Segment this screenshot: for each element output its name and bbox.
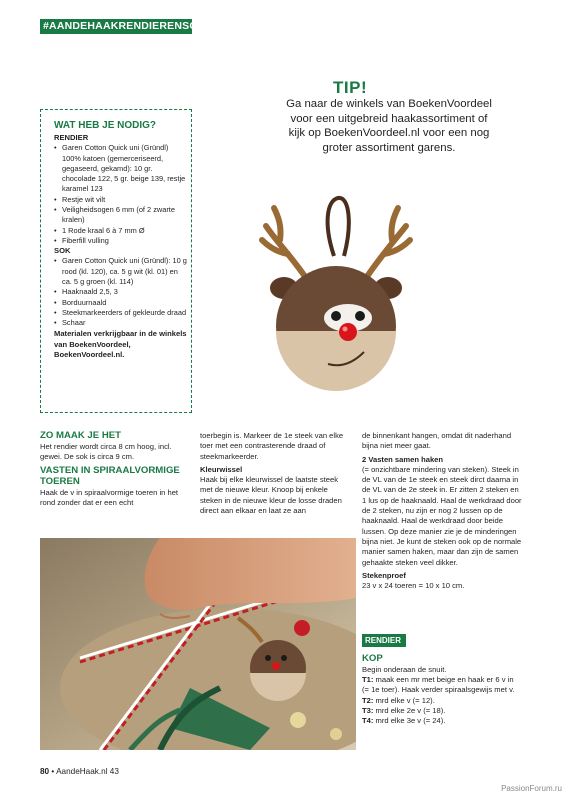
section-heading: KOP [362, 653, 383, 664]
instructions-column-1 [40, 431, 192, 512]
body-text: toerbegin is. Markeer de 1e steek van elke toer met een contrasterende draad of steekmarkeerder. [200, 431, 344, 461]
rendier-section-badge: RENDIER [362, 634, 406, 647]
list-item: • Schaar [54, 318, 188, 328]
body-text: Begin onderaan de snuit. [362, 664, 447, 674]
instructions-column-3 [362, 431, 522, 594]
round-text: maak een mr met beige en haak er 6 v in (= 1e toer). Haak verder spiraalsgewijs met v. [362, 675, 515, 695]
list-item: • Fiberfill vulling [54, 236, 188, 246]
body-text: Haak de v in spiraalvormige toeren in het rond zonder dat er een echt [40, 487, 179, 508]
reindeer-ornament-image [256, 186, 416, 416]
list-item: • Borduurnaald [54, 298, 188, 308]
body-text: 23 v x 24 toeren = 10 x 10 cm. [362, 581, 465, 591]
body-text: de binnenkant hangen, omdat dit naderhand bijna niet meer gaat. [362, 431, 512, 451]
watermark: PassionForum.ru [501, 784, 562, 793]
round-text: mrd elke 2e v (= 18). [375, 705, 446, 715]
list-item: • Garen Cotton Quick uni (Gründl) 100% katoen (gemerceriseerd, gegaseerd, gekamd): 10 gr. chocolade 122, 5 gr. beige 139, restje karamel 123 [54, 143, 188, 194]
tip-title: TIP! [333, 78, 368, 97]
section-heading: VASTEN IN SPIRAALVORMIGE TOEREN [40, 465, 180, 488]
round-label: T2: [362, 695, 374, 705]
subheading: Kleurwissel [200, 464, 243, 474]
rendier-materials-list [54, 143, 188, 246]
rendier-label: RENDIER [54, 133, 89, 142]
materials-box [40, 109, 192, 413]
list-item: • Restje wit vilt [54, 195, 188, 205]
kop-section [362, 654, 522, 727]
footer-bullet: • [51, 767, 55, 776]
hashtag-banner: #AANDEHAAKRENDIERENSOKJE [40, 19, 192, 34]
round-text: mrd elke v (= 12). [375, 695, 435, 705]
round-instruction [362, 706, 522, 716]
tip-line: voor een uitgebreid haakassortiment of [290, 112, 488, 125]
round-label: T3: [362, 705, 374, 715]
instructions-column-2 [200, 431, 352, 519]
list-item: • Haaknaald 2,5, 3 [54, 287, 188, 297]
body-text: Haak bij elke kleurwissel de laatste steek met de nieuwe kleur. Knoop bij enkele steken in de nieuwe kleur de losse draden direct aan elkaar en laat ze aan [200, 475, 342, 516]
round-instruction [362, 675, 522, 696]
body-text: Het rendier wordt circa 8 cm hoog, incl. gewei. De sok is circa 9 cm. [40, 441, 172, 462]
page-footer [40, 767, 119, 776]
round-label: T1: [362, 675, 374, 685]
materials-title: WAT HEB JE NODIG? [54, 120, 157, 131]
list-item: • Veiligheidsogen 6 mm (of 2 zwarte kralen) [54, 205, 188, 226]
round-text: mrd elke 3e v (= 24). [375, 716, 446, 726]
list-item: • 1 Rode kraal 6 à 7 mm Ø [54, 226, 188, 236]
list-item: • Steekmarkeerders of gekleurde draad [54, 308, 188, 318]
magazine-name: AandeHaak.nl 43 [56, 767, 119, 776]
list-item: • Garen Cotton Quick uni (Gründl): 10 g rood (kl. 120), ca. 5 g wit (kl. 01) en ca. 5 g groen (kl. 114) [54, 256, 188, 287]
tip-text [244, 97, 534, 155]
sok-materials-list [54, 256, 188, 328]
gift-wrapping-photo [40, 538, 356, 750]
subheading: Stekenproef [362, 570, 406, 580]
round-label: T4: [362, 716, 374, 726]
tip-line: Ga naar de winkels van BoekenVoordeel [286, 98, 492, 110]
round-instruction [362, 716, 522, 726]
page-number: 80 [40, 767, 50, 776]
availability-note: Materialen verkrijgbaar in de winkels van BoekenVoordeel, BoekenVoordeel.nl. [54, 329, 187, 359]
tip-line: groter assortiment garens. [322, 141, 456, 154]
tip-line: kijk op BoekenVoordeel.nl voor een nog [288, 127, 490, 140]
subheading: 2 Vasten samen haken [362, 454, 444, 464]
section-heading: ZO MAAK JE HET [40, 430, 122, 441]
body-text: (= onzichtbare mindering van steken). Steek in de VL van de 1e steek en steek dirct daarna in de VL van de 2e steek in. Er zitten 2 steken en 1 lus op de haaknaald. Haal de werkdraad door de 2 steken, nu zijn er nog 2 lussen op de haaknaald. Haal de werkdraad door beide lussen. Op deze manier zie je de minderingen bijna niet. Je kunt de steken ook op de normale manier samen haken, maar dan zijn de samen gehaakte steken veel dikker. [362, 464, 522, 567]
round-instruction [362, 696, 522, 706]
sok-label: SOK [54, 246, 71, 256]
